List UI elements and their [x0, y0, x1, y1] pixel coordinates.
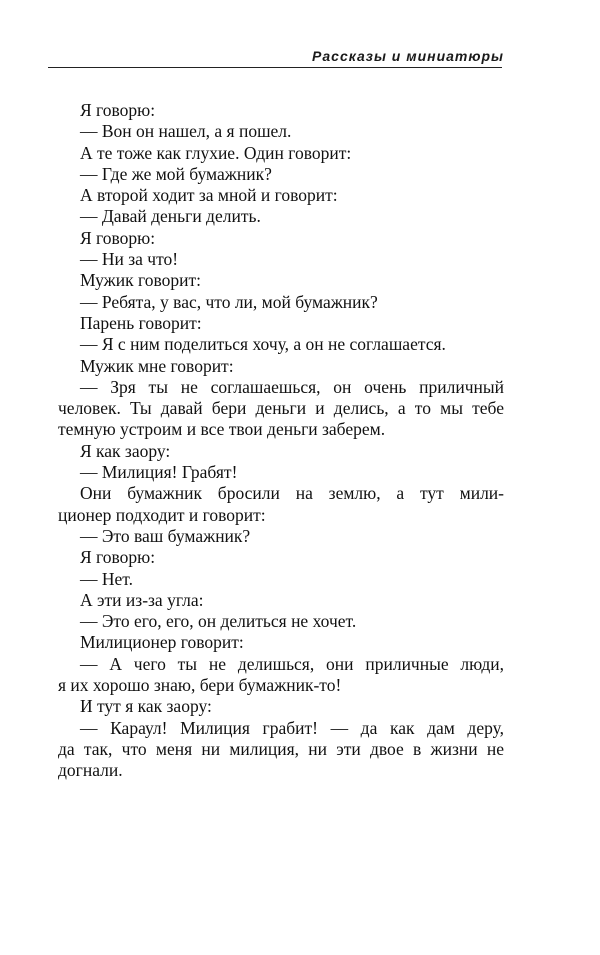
text-line: — Ребята, у вас, что ли, мой бумажник?	[80, 291, 378, 312]
text-line: — Зря ты не соглашаешься, он очень приличный	[80, 376, 504, 397]
text-line: — Ни за что!	[80, 249, 179, 270]
header-rule	[48, 67, 502, 68]
text-line: — А чего ты не делишься, они приличные люди,	[80, 653, 504, 674]
text-line: А те тоже как глухие. Один говорит:	[80, 142, 352, 163]
text-line: — Милиция! Грабят!	[80, 462, 238, 483]
text-line: И тут я как заору:	[80, 696, 212, 717]
text-line: ционер подходит и говорит:	[58, 504, 266, 525]
text-line: человек. Ты давай бери деньги и делись, а то мы тебе	[58, 398, 504, 419]
text-line: Мужик мне говорит:	[80, 355, 234, 376]
text-line: Я говорю:	[80, 227, 156, 248]
text-line: — Вон он нашел, а я пошел.	[80, 121, 292, 142]
text-line: догнали.	[58, 760, 123, 781]
text-line: Милиционер говорит:	[80, 632, 244, 653]
text-line: Я говорю:	[80, 547, 156, 568]
text-line: темную устроим и все твои деньги заберем.	[58, 419, 386, 440]
text-line: Они бумажник бросили на землю, а тут мили-	[80, 483, 504, 504]
text-line: А эти из-за угла:	[80, 589, 204, 610]
text-line: — Давай деньги делить.	[80, 206, 261, 227]
text-line: — Караул! Милиция грабит! — да как дам деру,	[80, 717, 504, 738]
text-line: Я как заору:	[80, 440, 171, 461]
text-line: Я говорю:	[80, 100, 156, 120]
text-line: — Где же мой бумажник?	[80, 163, 272, 184]
body-text	[58, 100, 504, 782]
text-line: да так, что меня ни милиция, ни эти двое в жизни не	[58, 738, 504, 759]
text-line: А второй ходит за мной и говорит:	[80, 185, 338, 206]
text-line: я их хорошо знаю, бери бумажник-то!	[58, 675, 342, 696]
text-line: Мужик говорит:	[80, 270, 201, 291]
text-line: — Это его, его, он делиться не хочет.	[80, 611, 357, 632]
running-head: Рассказы и миниатюры	[312, 48, 504, 64]
text-line: Парень говорит:	[80, 312, 202, 333]
text-line: — Я с ним поделиться хочу, а он не соглашается.	[80, 334, 446, 355]
text-line: — Это ваш бумажник?	[80, 525, 251, 546]
text-line: — Нет.	[80, 568, 133, 589]
